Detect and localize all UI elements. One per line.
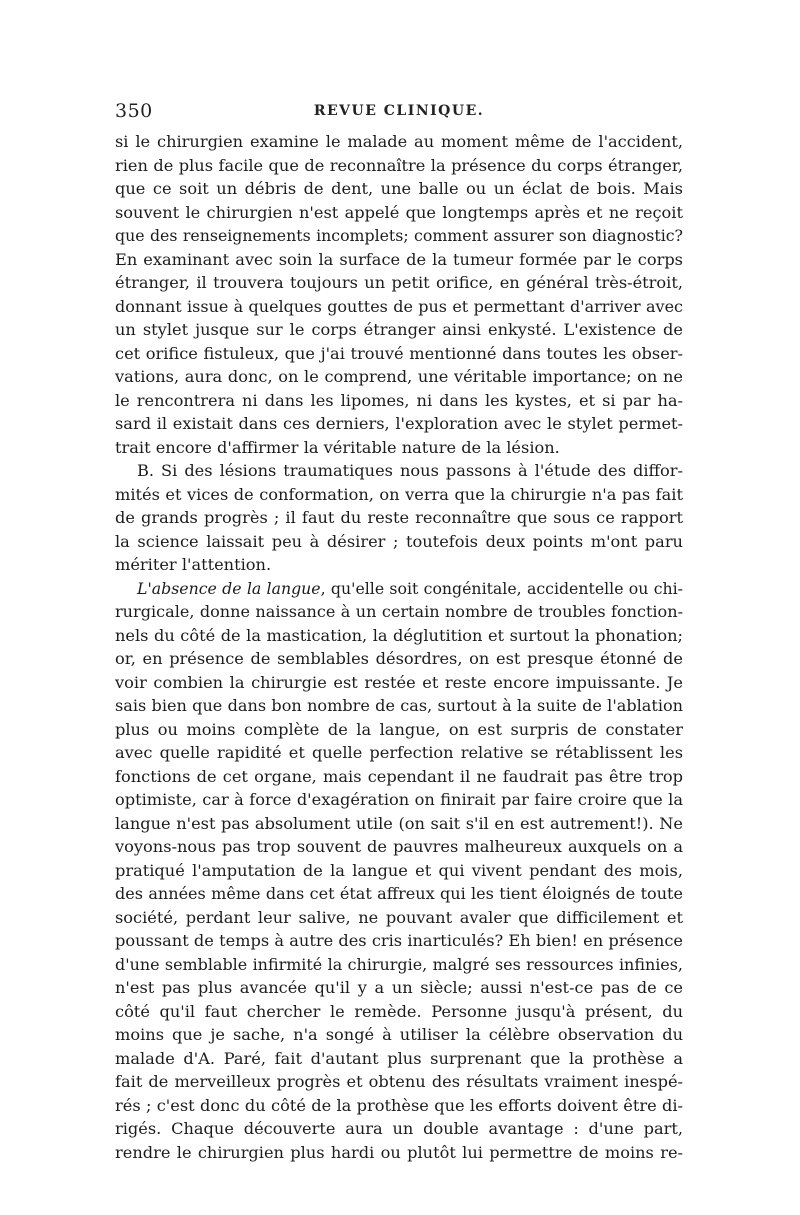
text-line: plus ou moins complète de la langue, on est surpris de constater bbox=[115, 719, 683, 739]
text-line: fait de merveilleux progrès et obtenu des résultats vraiment inespé- bbox=[115, 1072, 683, 1091]
text-line: mités et vices de conformation, on verra que la chirurgie n'a pas fait bbox=[115, 484, 683, 504]
text-line: malade d'A. Paré, fait d'autant plus surprenant que la prothèse a bbox=[115, 1048, 683, 1068]
text-line: mériter l'attention. bbox=[115, 555, 272, 574]
text-line: un stylet jusque sur le corps étranger ainsi enkysté. L'existence de bbox=[115, 320, 683, 339]
running-title: REVUE CLINIQUE. bbox=[313, 103, 485, 119]
text-line: cet orifice fistuleux, que j'ai trouvé mentionné dans toutes les obser- bbox=[115, 343, 683, 363]
text-line: B. Si des lésions traumatiques nous passons à l'étude des diffor- bbox=[137, 461, 683, 480]
text-line: sard il existait dans ces derniers, l'exploration avec le stylet permet- bbox=[115, 414, 683, 433]
text-line: rien de plus facile que de reconnaître la présence du corps étranger, bbox=[115, 155, 683, 175]
text-line: vations, aura donc, on le comprend, une véritable importance; on ne bbox=[115, 367, 683, 386]
text-line: optimiste, car à force d'exagération on finirait par faire croire que la bbox=[115, 790, 683, 809]
text-line: que des renseignements incomplets; comment assurer son diagnostic? bbox=[115, 226, 683, 245]
text-line: si le chirurgien examine le malade au moment même de l'accident, bbox=[115, 132, 683, 151]
text-line: souvent le chirurgien n'est appelé que longtemps après et ne reçoit bbox=[115, 202, 683, 222]
text-line: moins que je sache, n'a songé à utiliser la célèbre observation du bbox=[115, 1025, 683, 1044]
text-line: donnant issue à quelques gouttes de pus et permettant d'arriver avec bbox=[115, 296, 683, 316]
text-line: langue n'est pas absolument utile (on sait s'il en est autrement!). Ne bbox=[115, 813, 683, 833]
page-header bbox=[115, 100, 683, 126]
italic-phrase: L'absence de la langue bbox=[137, 578, 321, 598]
text-line: côté qu'il faut chercher le remède. Personne jusqu'à présent, du bbox=[115, 1001, 683, 1021]
text-line: rés ; c'est donc du côté de la prothèse que les efforts doivent être di- bbox=[115, 1095, 683, 1115]
text-line: de grands progrès ; il faut du reste reconnaître que sous ce rapport bbox=[115, 508, 683, 527]
text-line: poussant de temps à autre des cris inarticulés? Eh bien! en présence bbox=[115, 931, 683, 950]
text-line: n'est pas plus avancée qu'il y a un siècle; aussi n'est-ce pas de ce bbox=[115, 978, 683, 997]
text-line: voyons-nous pas trop souvent de pauvres malheureux auxquels on a bbox=[115, 837, 683, 856]
text-line: étranger, il trouvera toujours un petit orifice, en général très-étroit, bbox=[115, 273, 683, 292]
text-line: la science laissait peu à désirer ; toutefois deux points m'ont paru bbox=[115, 531, 683, 551]
text-line: sais bien que dans bon nombre de cas, surtout à la suite de l'ablation bbox=[115, 696, 683, 715]
text-line: fonctions de cet organe, mais cependant il ne faudrait pas être trop bbox=[115, 766, 683, 786]
text-line: des années même dans cet état affreux qui les tient éloignés de toute bbox=[115, 884, 683, 903]
text-line: pratiqué l'amputation de la langue et qui vivent pendant des mois, bbox=[115, 860, 683, 880]
text-line: or, en présence de semblables désordres, on est presque étonné de bbox=[115, 649, 683, 668]
text-line: rurgicale, donne naissance à un certain nombre de troubles fonction- bbox=[115, 602, 683, 621]
text-line: que ce soit un débris de dent, une balle ou un éclat de bois. Mais bbox=[115, 179, 683, 198]
text-line: nels du côté de la mastication, la déglutition et surtout la phonation; bbox=[115, 625, 683, 645]
text-line: trait encore d'affirmer la véritable nature de la lésion. bbox=[115, 437, 560, 457]
text-line: le rencontrera ni dans les lipomes, ni dans les kystes, et si par ha- bbox=[115, 390, 683, 410]
text-line: avec quelle rapidité et quelle perfection relative se rétablissent les bbox=[115, 743, 683, 762]
text-line: rendre le chirurgien plus hardi ou plutôt lui permettre de moins re- bbox=[115, 1142, 683, 1162]
text-line: d'une semblable infirmité la chirurgie, malgré ses ressources infinies, bbox=[115, 954, 683, 974]
text-line: voir combien la chirurgie est restée et reste encore impuissante. Je bbox=[115, 672, 683, 692]
body-text bbox=[115, 130, 683, 1164]
text-line: société, perdant leur salive, ne pouvant avaler que difficilement et bbox=[115, 907, 683, 927]
text-line: L'absence de la langue, qu'elle soit congénitale, accidentelle ou chi- bbox=[137, 578, 683, 598]
text-line: rigés. Chaque découverte aura un double avantage : d'une part, bbox=[115, 1119, 683, 1138]
text-line: En examinant avec soin la surface de la tumeur formée par le corps bbox=[115, 249, 683, 269]
page-number: 350 bbox=[115, 100, 153, 122]
